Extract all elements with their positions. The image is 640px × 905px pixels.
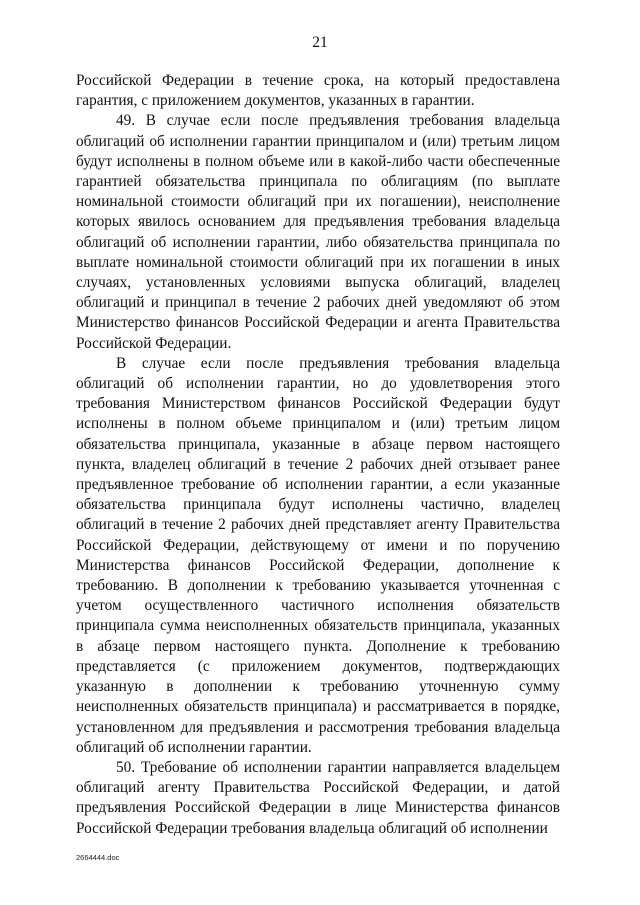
paragraph-continuation: Российской Федерации в течение срока, на который предоставлена гарантия, с приложением документов, указанных в гарантии. [76,72,560,110]
paragraph-49: 49. В случае если после предъявления требования владельца облигаций об исполнении гарантии принципалом и (или) третьим лицом будут исполнены в полном объеме или в какой-либо части обеспеченные гарантией обязательства принципала по облигациям (по выплате номинальной стоимости облигаций при их погашении), неисполнение которых явилось основанием для предъявления требования владельца облигаций об исполнении гарантии, либо обязательства принципала по выплате номинальной стоимости облигаций при их погашении в иных случаях, установленных условиями выпуска облигаций, владелец облигаций и принципал в течение 2 рабочих дней уведомляют об этом Министерство финансов Российской Федерации и агента Правительства Российской Федерации. [76,112,560,352]
document-body [76,71,560,839]
paragraph-50: 50. Требование об исполнении гарантии направляется владельцем облигаций агенту Правительства Российской Федерации, и датой предъявления Российской Федерации в лице Министерства финансов Российской Федерации требования владельца облигаций об исполнении [76,758,560,837]
paragraph-49-second: В случае если после предъявления требования владельца облигаций об исполнении гарантии, но до удовлетворения этого требования Министерством финансов Российской Федерации будут исполнены в полном объеме принципалом и (или) третьим лицом обязательства принципала, указанные в абзаце первом настоящего пункта, владелец облигаций в течение 2 рабочих дней отзывает ранее предъявленное требование об исполнении гарантии, а если указанные обязательства принципала будут исполнены частично, владелец облигаций в течение 2 рабочих дней представляет агенту Правительства Российской Федерации, действующему от имени и по поручению Министерства финансов Российской Федерации, дополнение к требованию. В дополнении к требованию указывается уточненная с учетом осуществленного частичного исполнения обязательств принципала сумма неисполненных обязательств принципала, указанных в абзаце первом настоящего пункта. Дополнение к требованию представляется (с приложением документов, подтверждающих указанную в дополнении к требованию уточненную сумму неисполненных обязательств принципала) и рассматривается в порядке, установленном для предъявления и рассмотрения требования владельца облигаций об исполнении гарантии. [76,354,560,756]
footer-filename: 2664444.doc [76,853,120,862]
page-number: 21 [312,34,328,51]
